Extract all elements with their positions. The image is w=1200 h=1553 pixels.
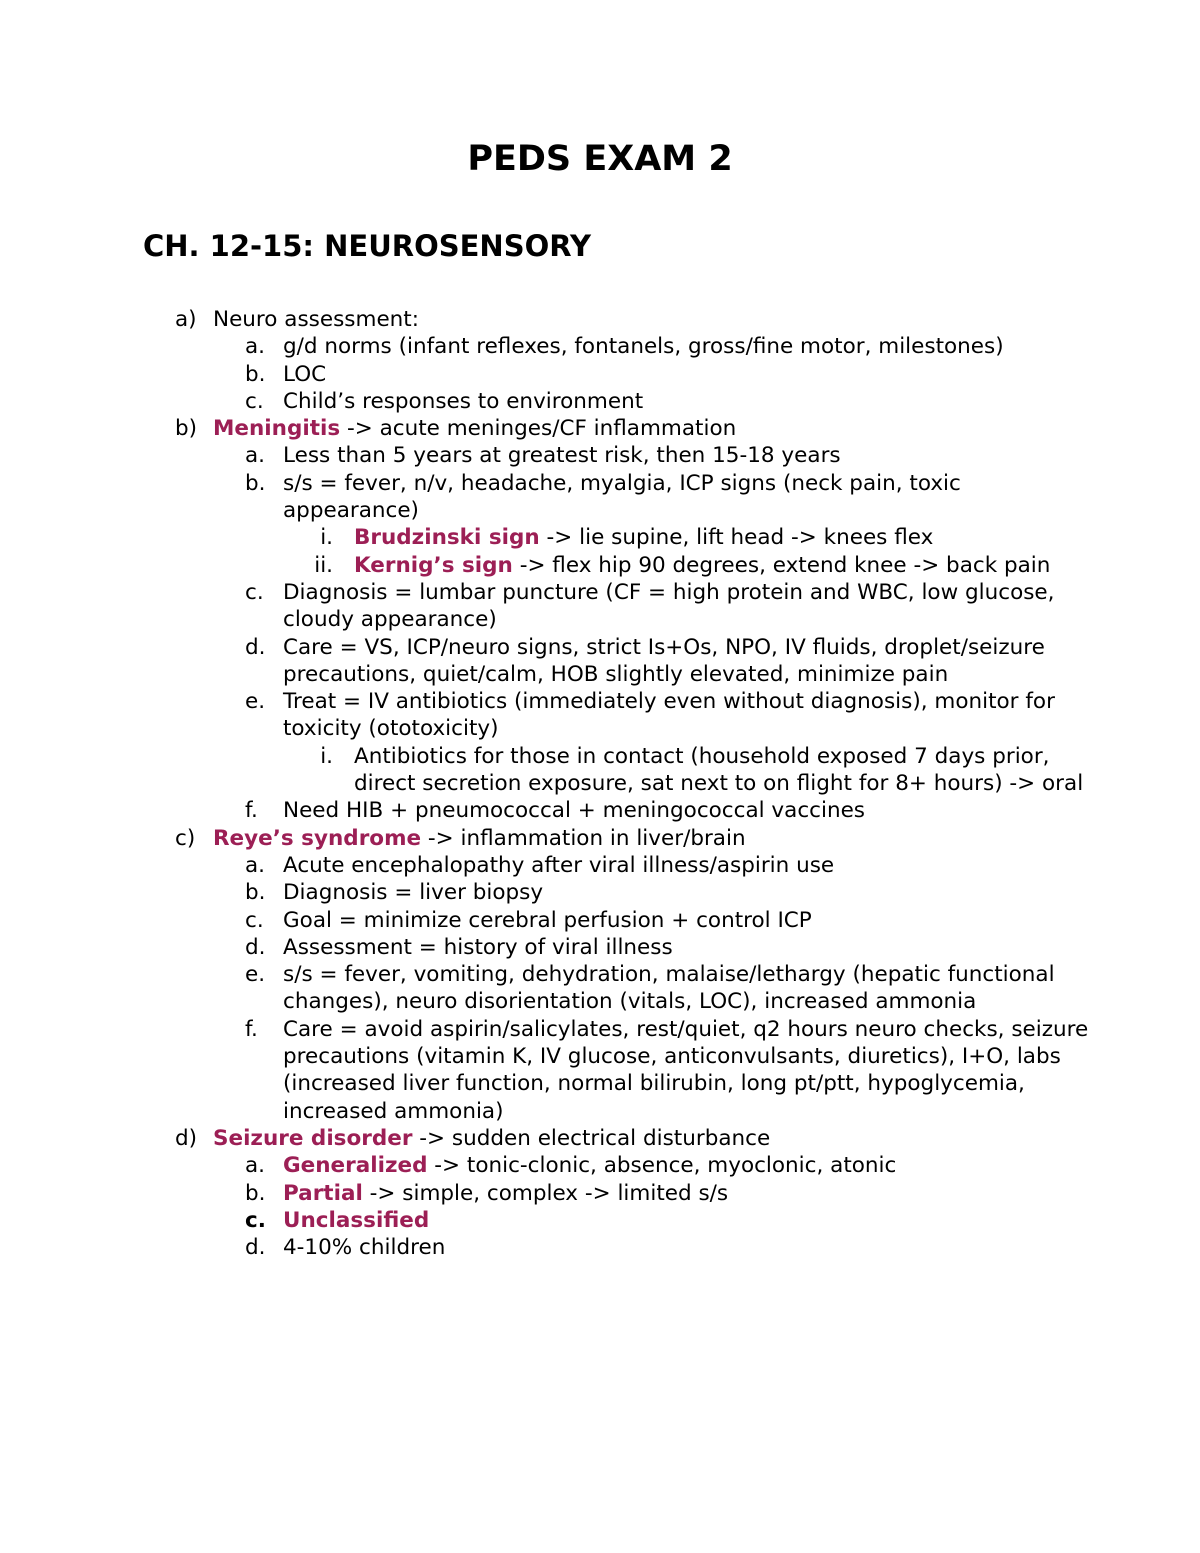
item-text: s/s = fever, n/v, headache, myalgia, ICP signs (neck pain, toxic appearance) [283,470,961,524]
outline-item-meningitis [0,415,1200,442]
list-marker: a. [245,334,266,360]
list-marker: i. [320,525,333,551]
list-marker: f. [245,1016,258,1042]
list-item [0,524,1200,551]
item-text: Need HIB + pneumococcal + meningococcal vaccines [283,798,866,824]
item-text: -> lie supine, lift head -> knees flex [539,525,934,551]
list-item [0,634,1200,689]
item-text: Less than 5 years at greatest risk, then 15-18 years [283,443,841,469]
term-label: Reye’s syndrome [213,825,422,851]
list-marker: a. [245,443,266,469]
item-text: Care = VS, ICP/neuro signs, strict Is+Os, NPO, IV fluids, droplet/seizure precautions, quiet/calm, HOB slightly elevated, minimize pain [283,634,1045,687]
list-marker: b. [245,361,266,387]
list-marker: a) [175,307,197,332]
list-item [0,333,1200,360]
item-text: Acute encephalopathy after viral illness/aspirin use [283,852,835,878]
term-label: Seizure disorder [213,1125,413,1151]
list-marker: f. [245,798,258,824]
outline-item-reyes-syndrome [0,825,1200,852]
list-marker: i. [320,743,333,769]
item-text: Neuro assessment: [213,307,419,332]
list-item [0,1234,1200,1261]
term-label: Generalized [283,1153,428,1179]
list-item [0,1152,1200,1179]
term-label: Partial [283,1180,363,1206]
item-text: -> acute meninges/CF inflammation [340,416,737,442]
item-text: Diagnosis = lumbar puncture (CF = high protein and WBC, low glucose, cloudy appearance) [283,579,1055,633]
list-item [0,442,1200,469]
list-item [0,579,1200,634]
item-text: -> tonic-clonic, absence, myoclonic, atonic [427,1153,897,1179]
item-text: -> flex hip 90 degrees, extend knee -> back pain [512,552,1051,578]
term-label: Brudzinski sign [354,525,540,551]
item-text: -> inflammation in liver/brain [421,825,746,851]
list-marker: b. [245,1180,266,1206]
term-label: Kernig’s sign [354,552,513,578]
list-item [0,552,1200,579]
list-marker: b. [245,470,266,496]
list-marker: e. [245,689,266,715]
list-item [0,934,1200,961]
list-marker: c. [245,388,264,414]
list-item [0,879,1200,906]
list-marker: b. [245,880,266,906]
chapter-heading: CH. 12-15: NEUROSENSORY [143,229,591,263]
notes-outline [0,306,1200,1261]
list-item [0,388,1200,415]
list-marker: c) [175,825,196,851]
item-text: -> sudden electrical disturbance [412,1125,771,1151]
item-text: Child’s responses to environment [283,388,644,414]
item-text: 4-10% children [283,1235,446,1261]
item-text: LOC [283,361,327,387]
list-item [0,907,1200,934]
term-label: Unclassified [283,1207,430,1233]
list-marker: c. [245,579,264,605]
list-item [0,1016,1200,1125]
item-text: Treat = IV antibiotics (immediately even without diagnosis), monitor for toxicity (ototoxicity) [283,689,1055,742]
outline-item-seizure-disorder [0,1125,1200,1152]
list-marker: c. [245,1207,266,1233]
list-item [0,1207,1200,1234]
list-item [0,361,1200,388]
list-marker: a. [245,1153,266,1179]
outline-item-neuro-assessment [0,306,1200,333]
item-text: Antibiotics for those in contact (household exposed 7 days prior, direct secretion exposure, sat next to on flight for 8+ hours) -> oral [354,743,1084,797]
list-item [0,1180,1200,1207]
list-item [0,797,1200,824]
item-text: Diagnosis = liver biopsy [283,880,544,906]
item-text: Assessment = history of viral illness [283,934,673,960]
list-item [0,852,1200,879]
list-marker: b) [175,416,198,442]
list-marker: d. [245,634,266,660]
list-marker: a. [245,852,266,878]
item-text: Goal = minimize cerebral perfusion + control ICP [283,907,812,933]
document-title: PEDS EXAM 2 [467,139,733,179]
list-marker: d. [245,934,266,960]
list-item [0,961,1200,1016]
list-item [0,688,1200,743]
item-text: Care = avoid aspirin/salicylates, rest/quiet, q2 hours neuro checks, seizure precautions (vitamin K, IV glucose, anticonvulsants, diuretics), I+O, labs (increased liver function, normal bilirubin, long pt/ptt, hypoglycemia, increased ammonia) [283,1016,1089,1124]
term-label: Meningitis [213,416,341,442]
list-marker: d. [245,1235,266,1261]
list-marker: c. [245,907,264,933]
list-item [0,743,1200,798]
list-marker: e. [245,962,266,988]
list-item [0,470,1200,525]
list-marker: ii. [314,552,333,578]
item-text: -> simple, complex -> limited s/s [362,1180,729,1206]
list-marker: d) [175,1125,198,1151]
item-text: g/d norms (infant reflexes, fontanels, gross/fine motor, milestones) [283,334,1004,360]
item-text: s/s = fever, vomiting, dehydration, malaise/lethargy (hepatic functional changes), neuro disorientation (vitals, LOC), increased ammonia [283,962,1055,1015]
